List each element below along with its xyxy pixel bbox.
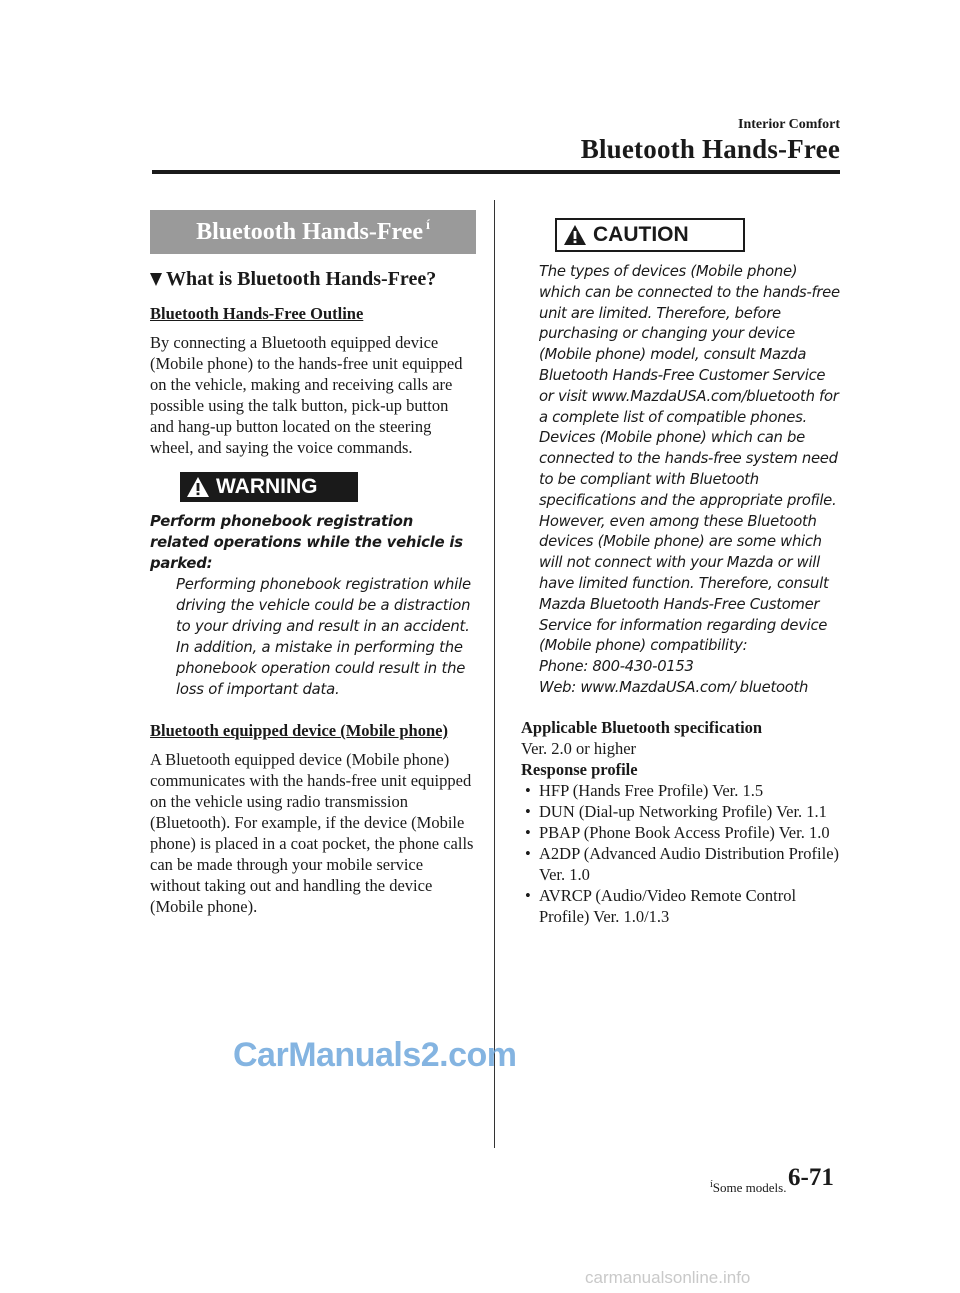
left-column	[150, 210, 476, 917]
warning-triangle-icon	[186, 476, 210, 498]
caution-badge	[555, 218, 745, 252]
warning-lead: Perform phonebook registration related operations while the vehicle is parked:	[150, 513, 463, 572]
watermark: CarManuals2.com	[233, 1036, 517, 1074]
footnote-text: Some models.	[712, 1180, 787, 1195]
caution-phone: Phone: 800-430-0153	[539, 658, 694, 676]
right-column	[521, 218, 841, 927]
caution-text	[521, 262, 841, 699]
outline-body: By connecting a Bluetooth equipped device (Mobile phone) to the hands-free unit equipped on the vehicle, making and receiving calls are possible using the talk button, pick-up button and hang-up button located on the steering wheel, and saying the voice commands.	[150, 333, 463, 457]
device-heading: Bluetooth equipped device (Mobile phone)	[150, 721, 448, 740]
warning-body: Performing phonebook registration while driving the vehicle could be a distraction to your driving and result in an accident. In addition, a mistake in performing the phonebook operation could result in the loss of important data.	[176, 576, 471, 698]
footnote	[710, 1180, 786, 1196]
list-item: • A2DP (Advanced Audio Distribution Profile) Ver. 1.0	[521, 843, 841, 885]
profile-list	[521, 780, 841, 927]
caution-label: CAUTION	[593, 223, 689, 246]
subsection-title: What is Bluetooth Hands-Free?	[166, 268, 437, 290]
column-divider	[494, 200, 495, 1148]
subsection-heading	[150, 268, 476, 291]
caution-web: Web: www.MazdaUSA.com/ bluetooth	[539, 678, 809, 696]
device-body: A Bluetooth equipped device (Mobile phone) communicates with the hands-free unit equipped on the vehicle using radio transmission (Bluetooth). For example, if the device (Mobile phone) is placed in a coat pocket, the phone calls can be made through your mobile service without taking out and handling the device (Mobile phone).	[150, 750, 474, 916]
caution-body: The types of devices (Mobile phone) which can be connected to the hands-free unit are limited. Therefore, before purchasing or changing your device (Mobile phone) model, consult Mazda Bluetooth Hands-Free Customer Service or visit www.MazdaUSA.com/bluetooth for a complete list of compatible phones. Devices (Mobile phone) which can be connected to the hands-free system need to be compliant with Bluetooth specifications and the appropriate profile. However, even among these Bluetooth devices (Mobile phone) are some which will not connect with your Mazda or will have limited function. Therefore, consult Mazda Bluetooth Hands-Free Customer Service for information regarding device (Mobile phone) compatibility:	[539, 263, 840, 655]
some-models-star: í	[426, 218, 430, 233]
section-banner	[150, 210, 476, 254]
spec-value: Ver. 2.0 or higher	[521, 738, 637, 758]
list-item: • PBAP (Phone Book Access Profile) Ver. 1.0	[521, 822, 841, 843]
triangle-marker-icon	[150, 273, 162, 286]
caution-triangle-icon	[563, 224, 587, 246]
chapter-label: Interior Comfort	[738, 117, 840, 132]
footnote-star: í	[710, 1179, 713, 1190]
list-item: • DUN (Dial-up Networking Profile) Ver. 1.1	[521, 801, 841, 822]
page-number: 6-71	[788, 1164, 834, 1191]
warning-badge	[180, 472, 358, 502]
header-rule	[152, 170, 840, 174]
outline-heading: Bluetooth Hands-Free Outline	[150, 304, 364, 323]
profile-label: Response profile	[521, 759, 638, 779]
spec-label: Applicable Bluetooth specification	[521, 717, 763, 737]
page-header-title: Bluetooth Hands-Free	[580, 134, 840, 164]
site-watermark: carmanualsonline.info	[585, 1268, 751, 1287]
spec-section	[521, 717, 841, 927]
list-item: • AVRCP (Audio/Video Remote Control Profile) Ver. 1.0/1.3	[521, 885, 841, 927]
section-title: Bluetooth Hands-Free	[196, 218, 423, 245]
warning-label: WARNING	[216, 475, 318, 498]
list-item: • HFP (Hands Free Profile) Ver. 1.5	[521, 780, 841, 801]
